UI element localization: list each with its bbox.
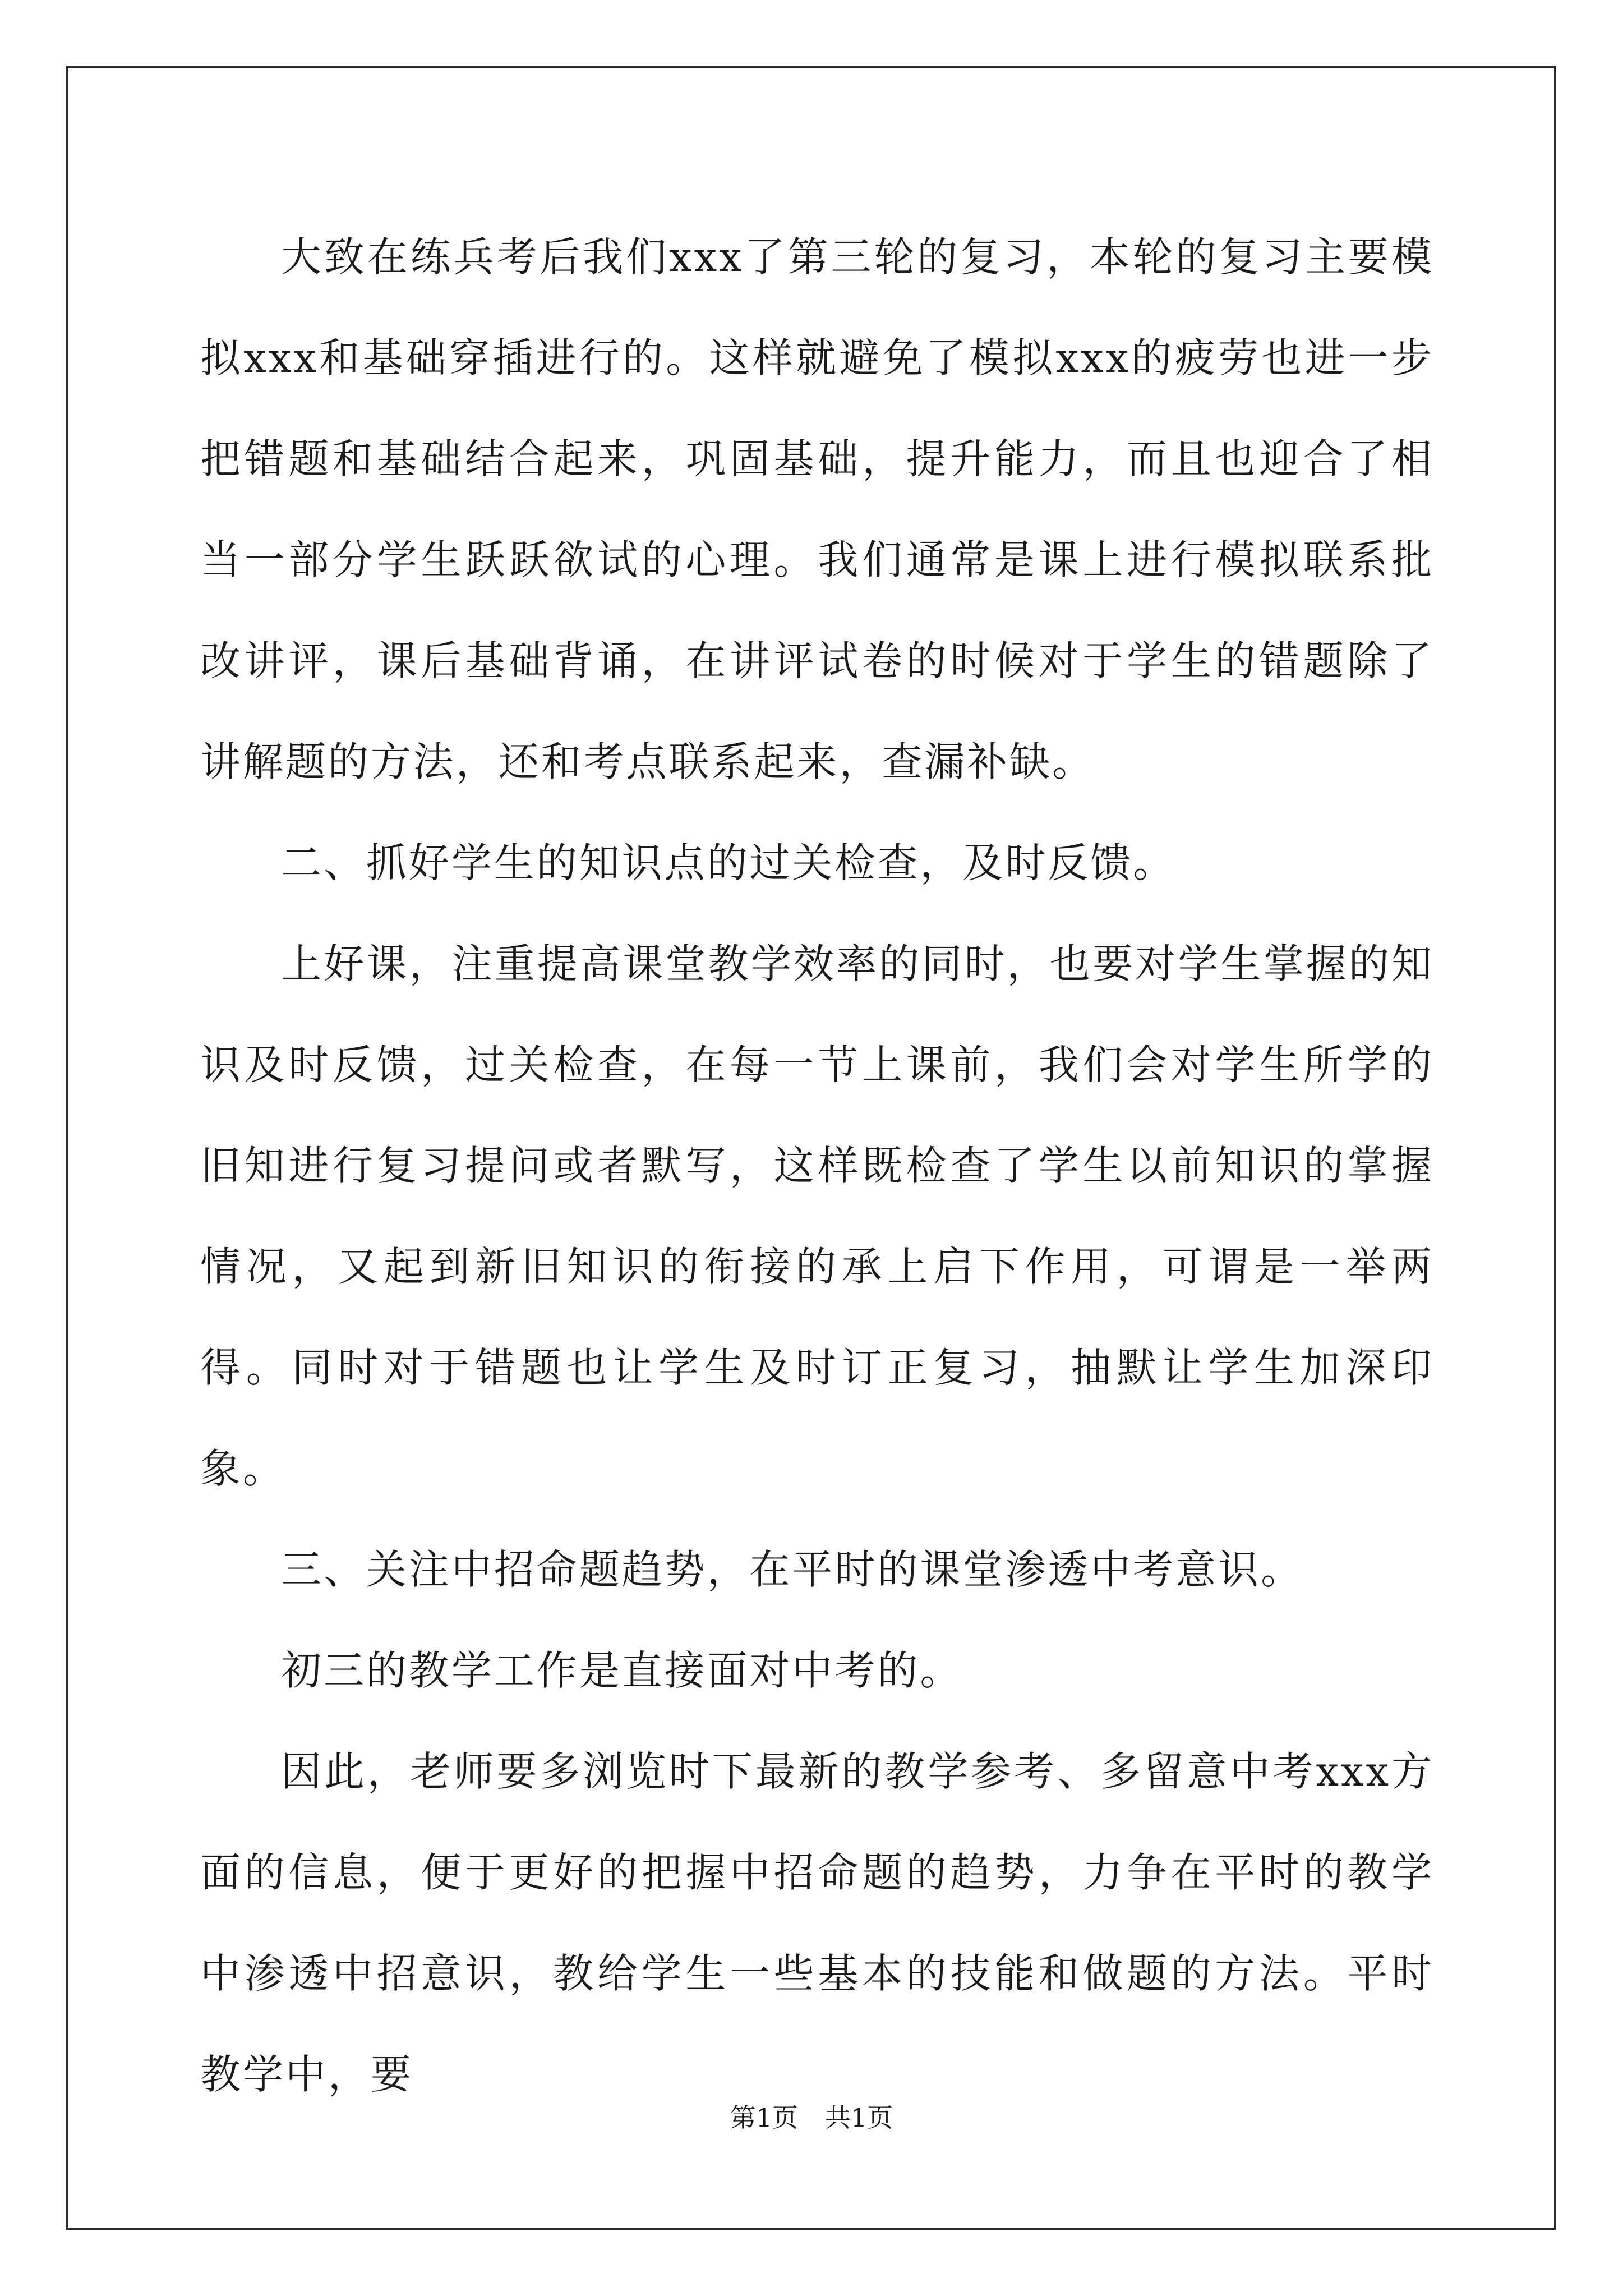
heading-knowledge-check: 二、抓好学生的知识点的过关检查，及时反馈。 [281,839,1176,886]
paragraph-teacher-guidance: 因此，老师要多浏览时下最新的教学参考、多留意中考xxx方面的信息，便于更好的把握中招命题的趋势，力争在平时的教学中渗透中招意识，教给学生一些基本的技能和做题的方法。平时教学中，要 [200,1748,1434,2098]
paragraph-classroom-feedback: 上好课，注重提高课堂教学效率的同时，也要对学生掌握的知识及时反馈，过关检查，在每一节上课前，我们会对学生所学的旧知进行复习提问或者默写，这样既检查了学生以前知识的掌握情况，又起到新旧知识的衔接的承上启下作用，可谓是一举两得。同时对于错题也让学生及时订正复习，抽默让学生加深印象。 [200,940,1434,1492]
page-number: 第1页 [730,2102,798,2133]
document-body [200,206,1434,2125]
paragraph-grade-nine-teaching: 初三的教学工作是直接面对中考的。 [281,1647,963,1694]
heading-exam-trends: 三、关注中招命题趋势，在平时的课堂渗透中考意识。 [281,1546,1304,1593]
page-total: 共1页 [825,2102,893,2133]
paragraph-review-round-three: 大致在练兵考后我们xxx了第三轮的复习，本轮的复习主要模拟xxx和基础穿插进行的。这样就避免了模拟xxx的疲劳也进一步把错题和基础结合起来，巩固基础，提升能力，而且也迎合了相当一部分学生跃跃欲试的心理。我们通常是课上进行模拟联系批改讲评，课后基础背诵，在讲评试卷的时候对于学生的错题除了讲解题的方法，还和考点联系起来，查漏补缺。 [200,233,1434,785]
page-footer [0,2101,1623,2134]
